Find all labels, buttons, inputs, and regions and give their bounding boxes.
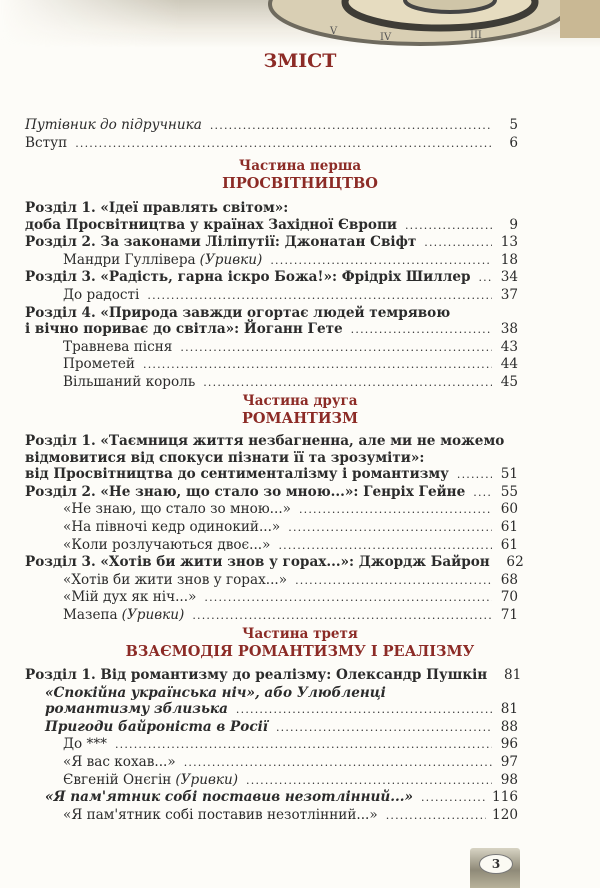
dot-leader bbox=[203, 375, 492, 392]
svg-text:IV: IV bbox=[380, 32, 392, 43]
dot-leader bbox=[405, 218, 492, 235]
entry-title: і вічно пориває до світла»: Йоганн Гете bbox=[25, 321, 343, 338]
entry-page-number: 38 bbox=[500, 321, 518, 338]
dot-leader bbox=[147, 288, 492, 305]
part-3-entries bbox=[0, 667, 600, 824]
entry-page-number: 97 bbox=[500, 753, 518, 770]
toc-entry[interactable] bbox=[0, 607, 600, 625]
toc-entry[interactable] bbox=[0, 269, 600, 287]
entry-title: «Я вас кохав...» bbox=[63, 753, 176, 770]
dot-leader bbox=[210, 118, 492, 135]
entry-page-number: 6 bbox=[509, 134, 518, 151]
toc-entry[interactable] bbox=[0, 554, 600, 572]
dot-leader bbox=[270, 253, 492, 270]
dot-leader bbox=[204, 590, 492, 607]
toc-entry[interactable] bbox=[0, 736, 600, 754]
entry-note: (Уривки) bbox=[199, 251, 263, 268]
entry-page-number: 55 bbox=[500, 483, 518, 500]
entry-title: «Мій дух як ніч...» bbox=[63, 589, 197, 606]
intro-entries bbox=[0, 117, 600, 152]
entry-title: Розділ 1. Від романтизму до реалізму: Олександр Пушкін bbox=[25, 667, 488, 683]
entry-title: Розділ 1. «Таємниця життя незбагненна, але ми не можемо bbox=[25, 433, 505, 449]
dot-leader bbox=[295, 573, 492, 590]
entry-title: романтизму зблизька bbox=[45, 701, 228, 718]
toc-entry[interactable] bbox=[0, 667, 600, 685]
dot-leader bbox=[246, 773, 492, 790]
entry-page-number: 116 bbox=[492, 789, 518, 806]
entry-title: Вступ bbox=[25, 134, 68, 151]
toc-entry[interactable] bbox=[0, 589, 600, 607]
dot-leader bbox=[386, 808, 486, 825]
entry-page-number: 98 bbox=[500, 771, 518, 788]
entry-title: Розділ 3. «Хотів би жити знов у горах...»: Джордж Байрон bbox=[25, 554, 490, 571]
toc-entry[interactable] bbox=[0, 234, 600, 252]
entry-page-number: 13 bbox=[500, 234, 518, 251]
dot-leader bbox=[192, 608, 492, 625]
entry-title: Розділ 2. За законами Ліліпутії: Джонатан Свіфт bbox=[25, 234, 417, 251]
toc-entry[interactable] bbox=[0, 519, 600, 537]
entry-page-number: 44 bbox=[500, 356, 518, 373]
entry-title: Вільшаний король bbox=[63, 373, 196, 390]
entry-page-number: 68 bbox=[500, 571, 518, 588]
part-1-entries bbox=[0, 200, 600, 392]
entry-title: Євгеній Онєгін bbox=[63, 771, 172, 788]
dot-leader bbox=[115, 737, 492, 754]
entry-page-number: 120 bbox=[492, 806, 518, 823]
toc-entry[interactable] bbox=[0, 356, 600, 374]
toc-entry[interactable] bbox=[0, 433, 600, 484]
part-1-heading bbox=[0, 158, 600, 192]
entry-title: Пригоди байроніста в Росії bbox=[45, 718, 268, 735]
entry-title: До радості bbox=[63, 286, 140, 303]
entry-page-number: 43 bbox=[500, 338, 518, 355]
entry-page-number: 45 bbox=[500, 373, 518, 390]
entry-page-number: 81 bbox=[503, 667, 522, 683]
toc-entry[interactable] bbox=[0, 135, 600, 153]
entry-page-number: 34 bbox=[500, 269, 518, 286]
toc-entry[interactable] bbox=[0, 789, 600, 807]
entry-page-number: 96 bbox=[500, 736, 518, 753]
toc-entry[interactable] bbox=[0, 117, 600, 135]
entry-title: доба Просвітництва у країнах Західної Європи bbox=[25, 216, 397, 233]
part-3-heading bbox=[0, 626, 600, 660]
entry-title: Розділ 2. «Не знаю, що стало зо мною...»: Генріх Гейне bbox=[25, 483, 466, 500]
toc-entry[interactable] bbox=[0, 501, 600, 519]
toc-entry[interactable] bbox=[0, 754, 600, 772]
decorative-clock-banner bbox=[0, 0, 600, 48]
entry-title: відмовитися від спокуси пізнати її та зрозуміти»: bbox=[25, 449, 425, 466]
entry-note: (Уривки) bbox=[175, 771, 239, 788]
entry-title: Мандри Гуллівера bbox=[63, 251, 196, 268]
toc-entry[interactable] bbox=[0, 484, 600, 502]
part-label: Частина перша bbox=[238, 158, 362, 174]
dot-leader bbox=[457, 467, 492, 484]
entry-title: «Я пам'ятник собі поставив незотлінний...» bbox=[63, 806, 378, 823]
dot-leader bbox=[276, 720, 492, 737]
entry-title: «На півночі кедр одинокий...» bbox=[63, 518, 281, 535]
dot-leader bbox=[424, 235, 492, 252]
entry-title: «Не знаю, що стало зо мною...» bbox=[63, 501, 291, 518]
entry-page-number: 61 bbox=[500, 536, 518, 553]
toc-entry[interactable] bbox=[0, 287, 600, 305]
part-label: Частина третя bbox=[242, 626, 358, 642]
toc-entry[interactable] bbox=[0, 719, 600, 737]
entry-note: (Уривки) bbox=[121, 606, 185, 623]
dot-leader bbox=[278, 538, 492, 555]
dot-leader bbox=[236, 702, 492, 719]
toc-entry[interactable] bbox=[0, 685, 600, 719]
entry-page-number: 70 bbox=[500, 589, 518, 606]
entry-page-number: 88 bbox=[500, 718, 518, 735]
page-number-badge bbox=[470, 848, 520, 888]
part-name: ПРОСВІТНИЦТВО bbox=[222, 175, 378, 192]
part-2-heading bbox=[0, 393, 600, 427]
entry-page-number: 61 bbox=[500, 518, 518, 535]
toc-entry[interactable] bbox=[0, 252, 600, 270]
toc-entry[interactable] bbox=[0, 772, 600, 790]
entry-title: Розділ 1. «Ідеї правлять світом»: bbox=[25, 200, 289, 216]
dot-leader bbox=[180, 340, 492, 357]
entry-page-number: 60 bbox=[500, 501, 518, 518]
entry-title: Травнева пісня bbox=[63, 338, 173, 355]
entry-title: Розділ 3. «Радість, гарна іскро Божа!»: Фрідріх Шиллер bbox=[25, 269, 471, 286]
entry-page-number: 81 bbox=[500, 701, 518, 718]
part-label: Частина друга bbox=[242, 393, 358, 409]
entry-title: «Спокійна українська ніч», або Улюбленці bbox=[45, 684, 386, 701]
entry-title: «Хотів би жити знов у горах...» bbox=[63, 571, 288, 588]
dot-leader bbox=[184, 755, 492, 772]
toc-entry[interactable] bbox=[0, 339, 600, 357]
dot-leader bbox=[299, 502, 492, 519]
toc-entry[interactable] bbox=[0, 200, 600, 234]
entry-page-number: 71 bbox=[500, 606, 518, 623]
svg-text:III: III bbox=[470, 30, 482, 41]
svg-text:V: V bbox=[330, 26, 338, 37]
entry-page-number: 62 bbox=[506, 554, 524, 571]
entry-page-number: 37 bbox=[500, 286, 518, 303]
toc-entry[interactable] bbox=[0, 807, 600, 825]
entry-title: Прометей bbox=[63, 356, 135, 373]
entry-page-number: 18 bbox=[500, 251, 518, 268]
dot-leader bbox=[473, 485, 492, 502]
dot-leader bbox=[351, 322, 492, 339]
entry-title: Путівник до підручника bbox=[25, 117, 202, 133]
part-name: РОМАНТИЗМ bbox=[241, 410, 359, 427]
entry-title: Мазепа bbox=[63, 606, 118, 623]
entry-page-number: 51 bbox=[500, 466, 518, 483]
part-name: ВЗАЄМОДІЯ РОМАНТИЗМУ І РЕАЛІЗМУ bbox=[125, 643, 475, 660]
toc-entry[interactable] bbox=[0, 572, 600, 590]
dot-leader bbox=[75, 136, 492, 153]
entry-title: До *** bbox=[63, 736, 107, 753]
entry-page-number: 5 bbox=[509, 117, 518, 133]
entry-title: Розділ 4. «Природа завжди огортає людей темрявою bbox=[25, 304, 451, 321]
entry-title: «Я пам'ятник собі поставив незотлінний...» bbox=[45, 789, 413, 806]
page-title: ЗМІСТ bbox=[263, 50, 337, 72]
toc-entry[interactable] bbox=[0, 537, 600, 555]
entry-page-number: 9 bbox=[509, 216, 518, 233]
dot-leader bbox=[143, 357, 492, 374]
entry-title: «Коли розлучаються двоє...» bbox=[63, 536, 271, 553]
part-2-entries bbox=[0, 433, 600, 625]
entry-title: від Просвітництва до сентименталізму і романтизму bbox=[25, 466, 449, 483]
dot-leader bbox=[421, 790, 486, 807]
toc-entry[interactable] bbox=[0, 374, 600, 392]
dot-leader bbox=[478, 270, 492, 287]
page-number: 3 bbox=[479, 854, 513, 874]
dot-leader bbox=[288, 520, 492, 537]
toc-entry[interactable] bbox=[0, 305, 600, 339]
